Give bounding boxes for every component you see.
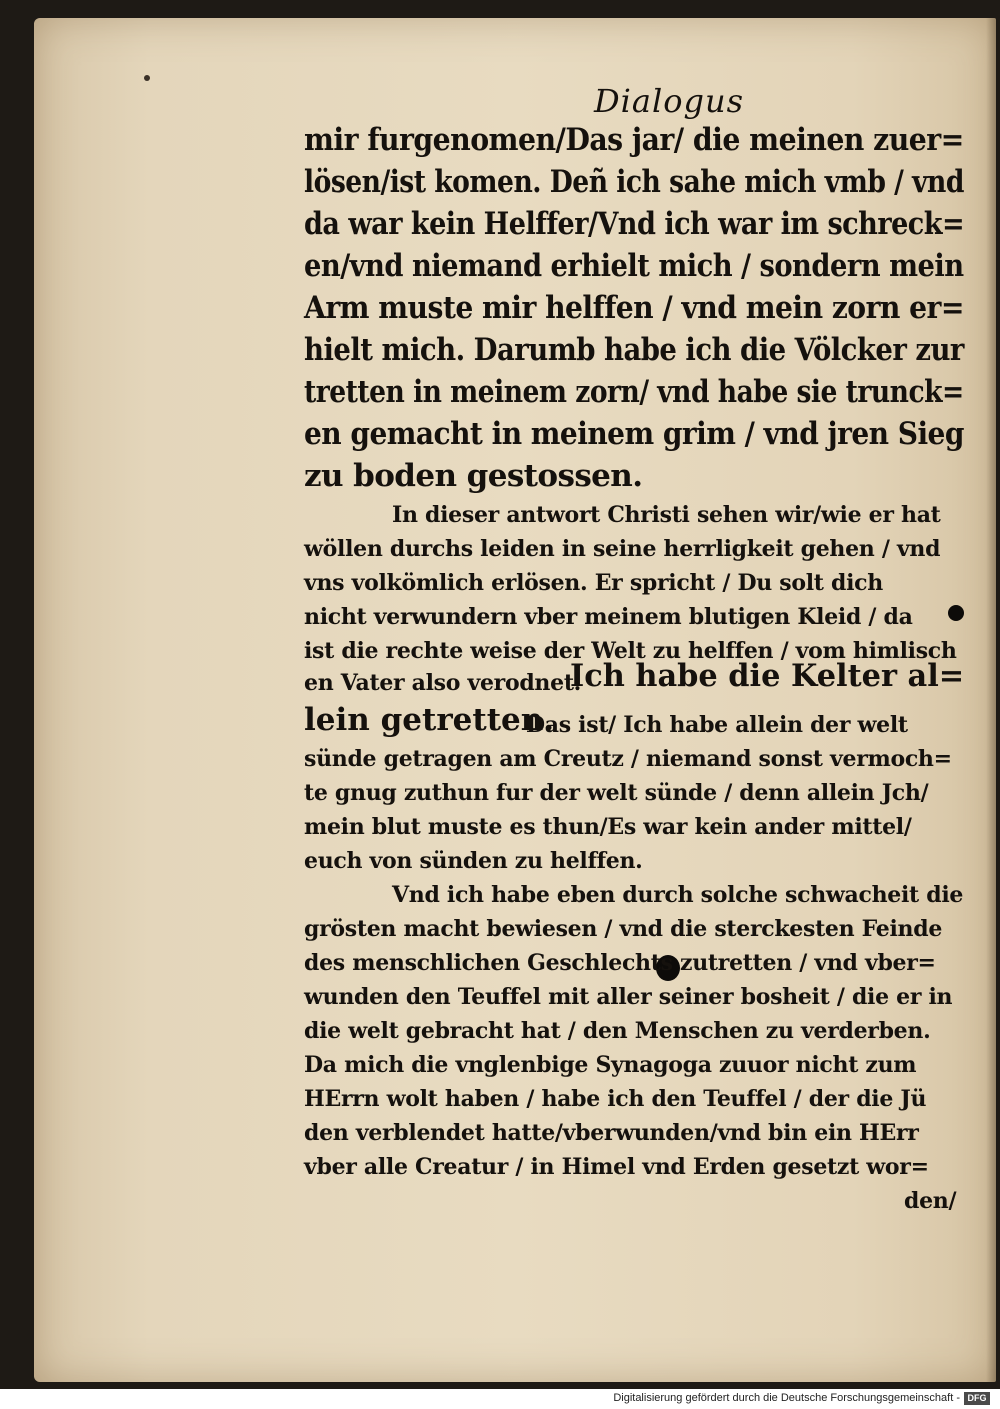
footer-bar bbox=[0, 1389, 1000, 1409]
text-line: mein blut muste es thun/Es war kein ander mittel/ bbox=[304, 814, 912, 840]
text-line: euch von sünden zu helffen. bbox=[304, 848, 643, 874]
dfg-logo: DFG bbox=[964, 1392, 990, 1405]
text-line: en Vater also verodnet. bbox=[304, 670, 582, 696]
page-edge-shadow bbox=[986, 18, 996, 1382]
text-line: des menschlichen Geschlechts zutretten / vnd vber= bbox=[304, 950, 936, 976]
text-line-emphasis: Ich habe die Kelter al= bbox=[570, 658, 965, 694]
book-page bbox=[34, 18, 996, 1382]
running-title: Dialogus bbox=[594, 82, 744, 120]
text-line: In dieser antwort Christi sehen wir/wie er hat bbox=[392, 502, 941, 528]
funding-credit: Digitalisierung gefördert durch die Deutsche Forschungsgemeinschaft - bbox=[613, 1392, 960, 1404]
ink-spot bbox=[948, 605, 964, 621]
text-line: nicht verwundern vber meinem blutigen Kleid / da bbox=[304, 604, 913, 630]
text-line: Arm muste mir helffen / vnd mein zorn er= bbox=[304, 290, 964, 326]
text-line: zu boden gestossen. bbox=[304, 458, 643, 494]
text-line: den verblendet hatte/vberwunden/vnd bin ein HErr bbox=[304, 1120, 919, 1146]
catchword: den/ bbox=[904, 1188, 957, 1214]
text-line: sünde getragen am Creutz / niemand sonst vermoch= bbox=[304, 746, 952, 772]
text-line: hielt mich. Darumb habe ich die Völcker zur bbox=[304, 332, 964, 368]
text-line: en gemacht in meinem grim / vnd jren Sieg bbox=[304, 416, 964, 452]
text-line: te gnug zuthun fur der welt sünde / denn allein Jch/ bbox=[304, 780, 929, 806]
text-line: da war kein Helffer/Vnd ich war im schreck= bbox=[304, 206, 965, 242]
text-line: HErrn wolt haben / habe ich den Teuffel / der die Jü bbox=[304, 1086, 927, 1112]
text-line: lösen/ist komen. Deñ ich sahe mich vmb / vnd bbox=[304, 164, 964, 200]
text-line: mir furgenomen/Das jar/ die meinen zuer= bbox=[304, 122, 964, 158]
text-line: Das ist/ Ich habe allein der welt bbox=[526, 712, 908, 738]
text-line-emphasis: lein getretten. bbox=[304, 702, 555, 738]
text-line: grösten macht bewiesen / vnd die sterckesten Feinde bbox=[304, 916, 943, 942]
page-blemish bbox=[144, 75, 150, 81]
text-line: en/vnd niemand erhielt mich / sondern mein bbox=[304, 248, 964, 284]
text-line: vns volkömlich erlösen. Er spricht / Du solt dich bbox=[304, 570, 883, 596]
text-line: vber alle Creatur / in Himel vnd Erden gesetzt wor= bbox=[304, 1154, 929, 1180]
text-line: ist die rechte weise der Welt zu helffen / vom himlisch bbox=[304, 638, 957, 664]
text-line: Da mich die vnglenbige Synagoga zuuor nicht zum bbox=[304, 1052, 917, 1078]
text-line: wöllen durchs leiden in seine herrligkeit gehen / vnd bbox=[304, 536, 941, 562]
text-line: tretten in meinem zorn/ vnd habe sie trunck= bbox=[304, 374, 964, 410]
text-line: die welt gebracht hat / den Menschen zu verderben. bbox=[304, 1018, 931, 1044]
text-line: wunden den Teuffel mit aller seiner bosheit / die er in bbox=[304, 984, 953, 1010]
text-line: Vnd ich habe eben durch solche schwacheit die bbox=[392, 882, 964, 908]
